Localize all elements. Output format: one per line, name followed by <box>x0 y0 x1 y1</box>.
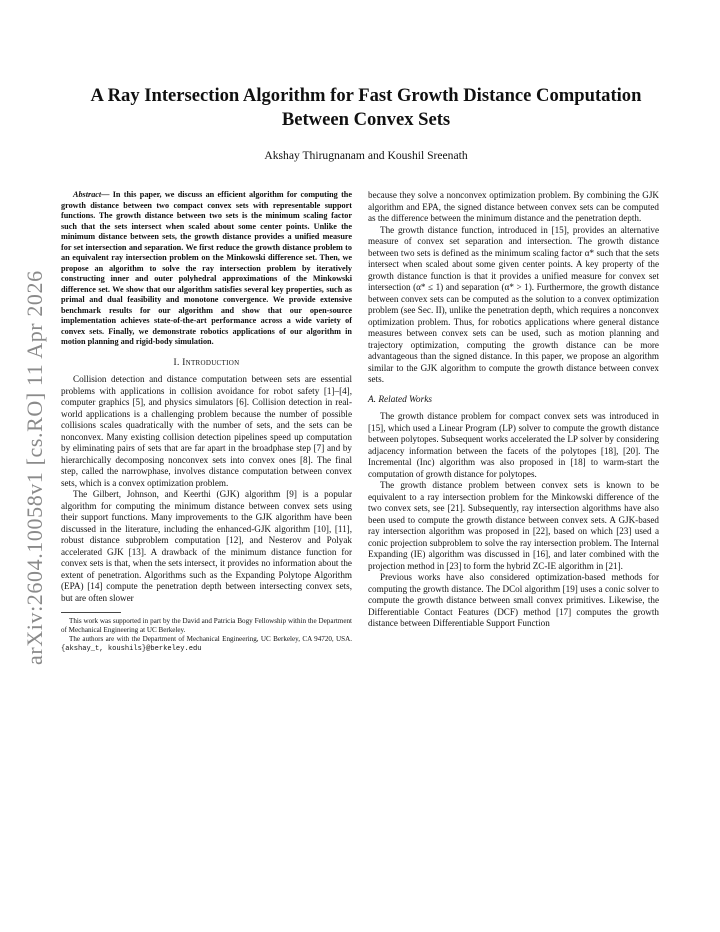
body-paragraph: because they solve a nonconvex optimization problem. By combining the GJK algorithm and EPA, the signed distance between convex sets can be computed as the difference between the minimum distance and the penetration depth. <box>368 190 659 223</box>
abstract-heading: Abstract <box>73 190 102 199</box>
subsection-heading-related-works: A. Related Works <box>368 394 432 405</box>
footnote-affiliation <box>61 635 352 654</box>
abstract-text: — In this paper, we discuss an efficient algorithm for computing the growth distance between two compact convex sets with representable support functions. The growth distance between two sets is the minimum scaling factor such that the sets intersect when scaled about some center points. Unlike the minimum distance between sets, the growth distance provides a unified measure for set intersection and separation. We first reduce the growth distance problem to an equivalent ray intersection problem on the Minkowski difference set. Then, we propose an algorithm to solve the ray intersection problem by iteratively constructing inner and outer polyhedral approximations of the Minkowski difference set. We show that our algorithm satisfies several key properties, such as primal and dual feasibility and monotone convergence. We provide extensive benchmark results for our algorithm and show that our open-source implementation achieves state-of-the-art performance across a wide variety of convex sets. Finally, we demonstrate robotics applications of our algorithm in motion planning and rigid-body simulation. <box>61 190 352 346</box>
paper-title: A Ray Intersection Algorithm for Fast Growth Distance Computation Between Convex Sets <box>90 85 642 130</box>
related-works-paragraph: The growth distance problem between convex sets is known to be equivalent to a ray intersection problem for the Minkowski difference of the two convex sets, see [21]. Subsequently, ray intersection algorithms have also been used to compute the growth distance between convex sets. A GJK-based ray intersection algorithm was proposed in [22], based on which [23] used a conic projection subproblem to solve the ray intersection problem. The Internal Expanding (IE) algorithm was discussed in [16], and later combined with the projection method in [23] to form the hybrid ZC-IE algorithm in [21]. <box>368 480 659 571</box>
footnote-funding: This work was supported in part by the David and Patricia Bogy Fellowship within the Department of Mechanical Engineering at UC Berkeley. <box>61 617 352 634</box>
intro-paragraph: The Gilbert, Johnson, and Keerthi (GJK) algorithm [9] is a popular algorithm for computing the minimum distance between convex sets using their support functions. Many improvements to the GJK algorithm have been discussed in the literature, including the enhanced-GJK algorithm [10], [11], robust distance subproblem computation [12], and Nesterov and Polyak accelerated GJK [13]. A drawback of the minimum distance function for convex sets is that, when the sets intersect, it provides no information about the extent of penetration. Algorithms such as the Expanding Polytope Algorithm (EPA) [14] compute the penetration depth between intersecting convex sets, but are often slower <box>61 489 352 603</box>
paper-authors: Akshay Thirugnanam and Koushil Sreenath <box>264 149 468 162</box>
arxiv-identifier-stamp: arXiv:2604.10058v1 [cs.RO] 11 Apr 2026 <box>22 270 47 665</box>
related-works-paragraph: Previous works have also considered optimization-based methods for computing the growth distance. The DCol algorithm [19] uses a conic solver to compute the growth distance between small convex primitives. Likewise, the Differentiable Contact Features (DCF) method [17] computes the growth distance between Differentiable Support Function <box>368 572 659 628</box>
footnote-emails: {akshay_t, koushils}@berkeley.edu <box>61 645 202 653</box>
footnote-divider <box>61 612 121 613</box>
related-works-paragraph: The growth distance problem for compact convex sets was introduced in [15], which used a Linear Program (LP) solver to compute the growth distance between polytopes. Subsequent works accelerated the LP solver by considering adjacency information between the facets of the polytopes [18], [20]. The Incremental (Inc) algorithm was also proposed in [18] to warm-start the computation of growth distance for polytopes. <box>368 411 659 479</box>
abstract <box>61 190 352 348</box>
footnote-affiliation-text: The authors are with the Department of Mechanical Engineering, UC Berkeley, CA 94720, USA. <box>69 635 352 643</box>
section-heading-introduction: I. Introduction <box>173 357 240 368</box>
body-paragraph: The growth distance function, introduced in [15], provides an alternative measure of convex set separation and intersection. The growth distance between two sets is defined as the minimum scaling factor α* such that the sets intersect when scaled about some given center points. A key property of the growth distance function is that it provides a unified measure for convex set intersection (α* ≤ 1) and separation (α* > 1). Furthermore, the growth distance between convex sets can be computed as the solution to a convex optimization problem (see Sec. II), unlike the penetration depth, which requires a nonconvex optimization problem. Thus, for robotics applications where general distance measures between convex sets can be used, such as motion planning and trajectory optimization, computing the growth distance can be more advantageous than the signed distance. In this paper, we propose an algorithm similar to the GJK algorithm to compute the growth distance between convex sets. <box>368 224 659 384</box>
intro-paragraph: Collision detection and distance computation between sets are essential problems with applications in collision avoidance for robot safety [1]–[4], computer graphics [5], and physics simulators [6]. Collision detection in real-world applications is a challenging problem because the number of possible collisions scales quadratically with the number of sets, and the sets can be nonconvex. Many existing collision detection pipelines speed up computation by eliminating pairs of sets that are far apart in the broadphase step [7] and by hierarchically decomposing nonconvex sets into convex ones [8]. The final step, called the narrowphase, involves distance computation between convex sets, which is a convex optimization problem. <box>61 374 352 488</box>
left-column <box>61 190 352 654</box>
right-column <box>368 190 659 630</box>
